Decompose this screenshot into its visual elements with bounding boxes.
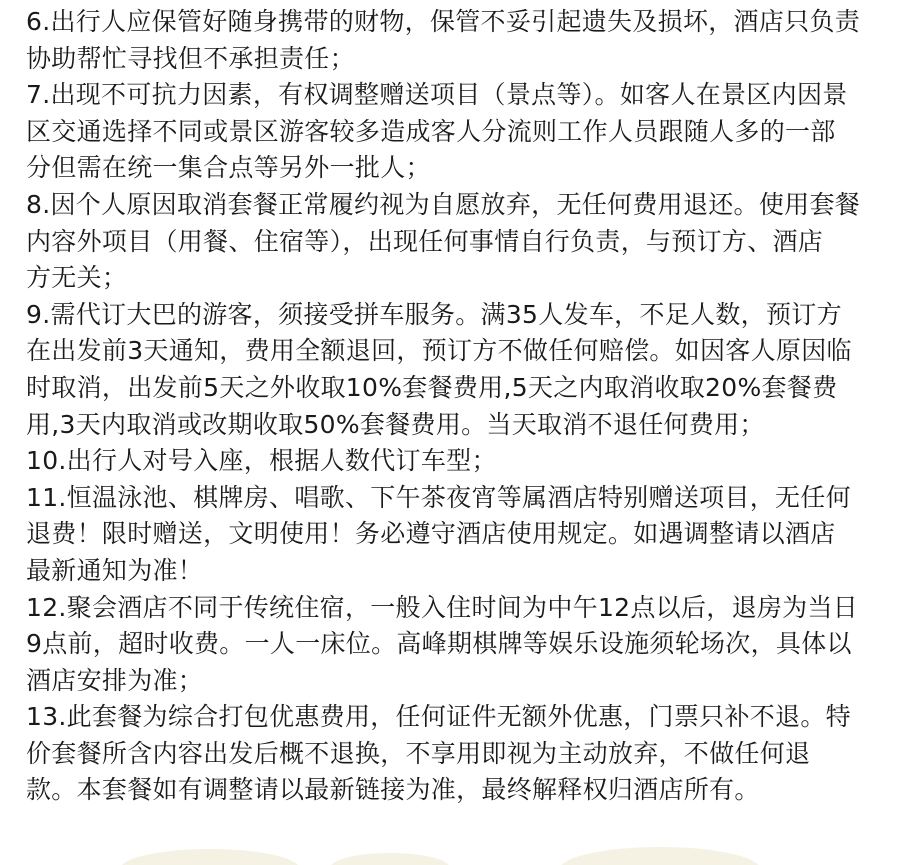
text-line: 13.此套餐为综合打包优惠费用，任何证件无额外优惠，门票只补不退。特	[26, 702, 851, 732]
background-decoration	[0, 843, 914, 865]
text-line: 最新通知为准！	[26, 555, 204, 585]
text-line: 价套餐所含内容出发后概不退换，不享用即视为主动放弃，不做任何退	[26, 738, 811, 768]
text-line: 款。本套餐如有调整请以最新链接为准，最终解释权归酒店所有。	[26, 775, 760, 805]
text-line: 用,3天内取消或改期收取50%套餐费用。当天取消不退任何费用；	[26, 409, 765, 439]
terms-document	[26, 4, 896, 809]
text-line: 方无关；	[26, 263, 128, 293]
text-line: 内容外项目（用餐、住宿等），出现任何事情自行负责，与预订方、酒店	[26, 226, 824, 256]
text-line: 10.出行人对号入座，根据人数代订车型；	[26, 446, 497, 476]
text-line: 6.出行人应保管好随身携带的财物，保管不妥引起遗失及损坏，酒店只负责	[26, 7, 861, 36]
text-line: 时取消，出发前5天之外收取10%套餐费用,5天之内取消收取20%套餐费	[26, 372, 838, 402]
text-line: 分但需在统一集合点等另外一批人；	[26, 153, 431, 183]
text-line: 酒店安排为准；	[26, 665, 204, 695]
text-line: 在出发前3天通知，费用全额退回，预订方不做任何赔偿。如因客人原因临	[26, 336, 852, 366]
text-line: 9点前，超时收费。一人一床位。高峰期棋牌等娱乐设施须轮场次，具体以	[26, 629, 852, 659]
text-line: 12.聚会酒店不同于传统住宿，一般入住时间为中午12点以后，退房为当日	[26, 592, 859, 622]
text-line: 8.因个人原因取消套餐正常履约视为自愿放弃，无任何费用退还。使用套餐	[26, 189, 861, 219]
text-line: 7.出现不可抗力因素，有权调整赠送项目（景点等）。如客人在景区内因景	[26, 80, 848, 110]
text-line: 9.需代订大巴的游客，须接受拼车服务。满35人发车，不足人数，预订方	[26, 299, 842, 329]
text-line: 协助帮忙寻找但不承担责任；	[26, 43, 355, 73]
text-line: 11.恒温泳池、棋牌房、唱歌、下午茶夜宵等属酒店特别赠送项目，无任何	[26, 482, 851, 512]
text-line: 区交通选择不同或景区游客较多造成客人分流则工作人员跟随人多的一部	[26, 116, 836, 146]
text-line: 退费！限时赠送，文明使用！务必遵守酒店使用规定。如遇调整请以酒店	[26, 519, 836, 549]
